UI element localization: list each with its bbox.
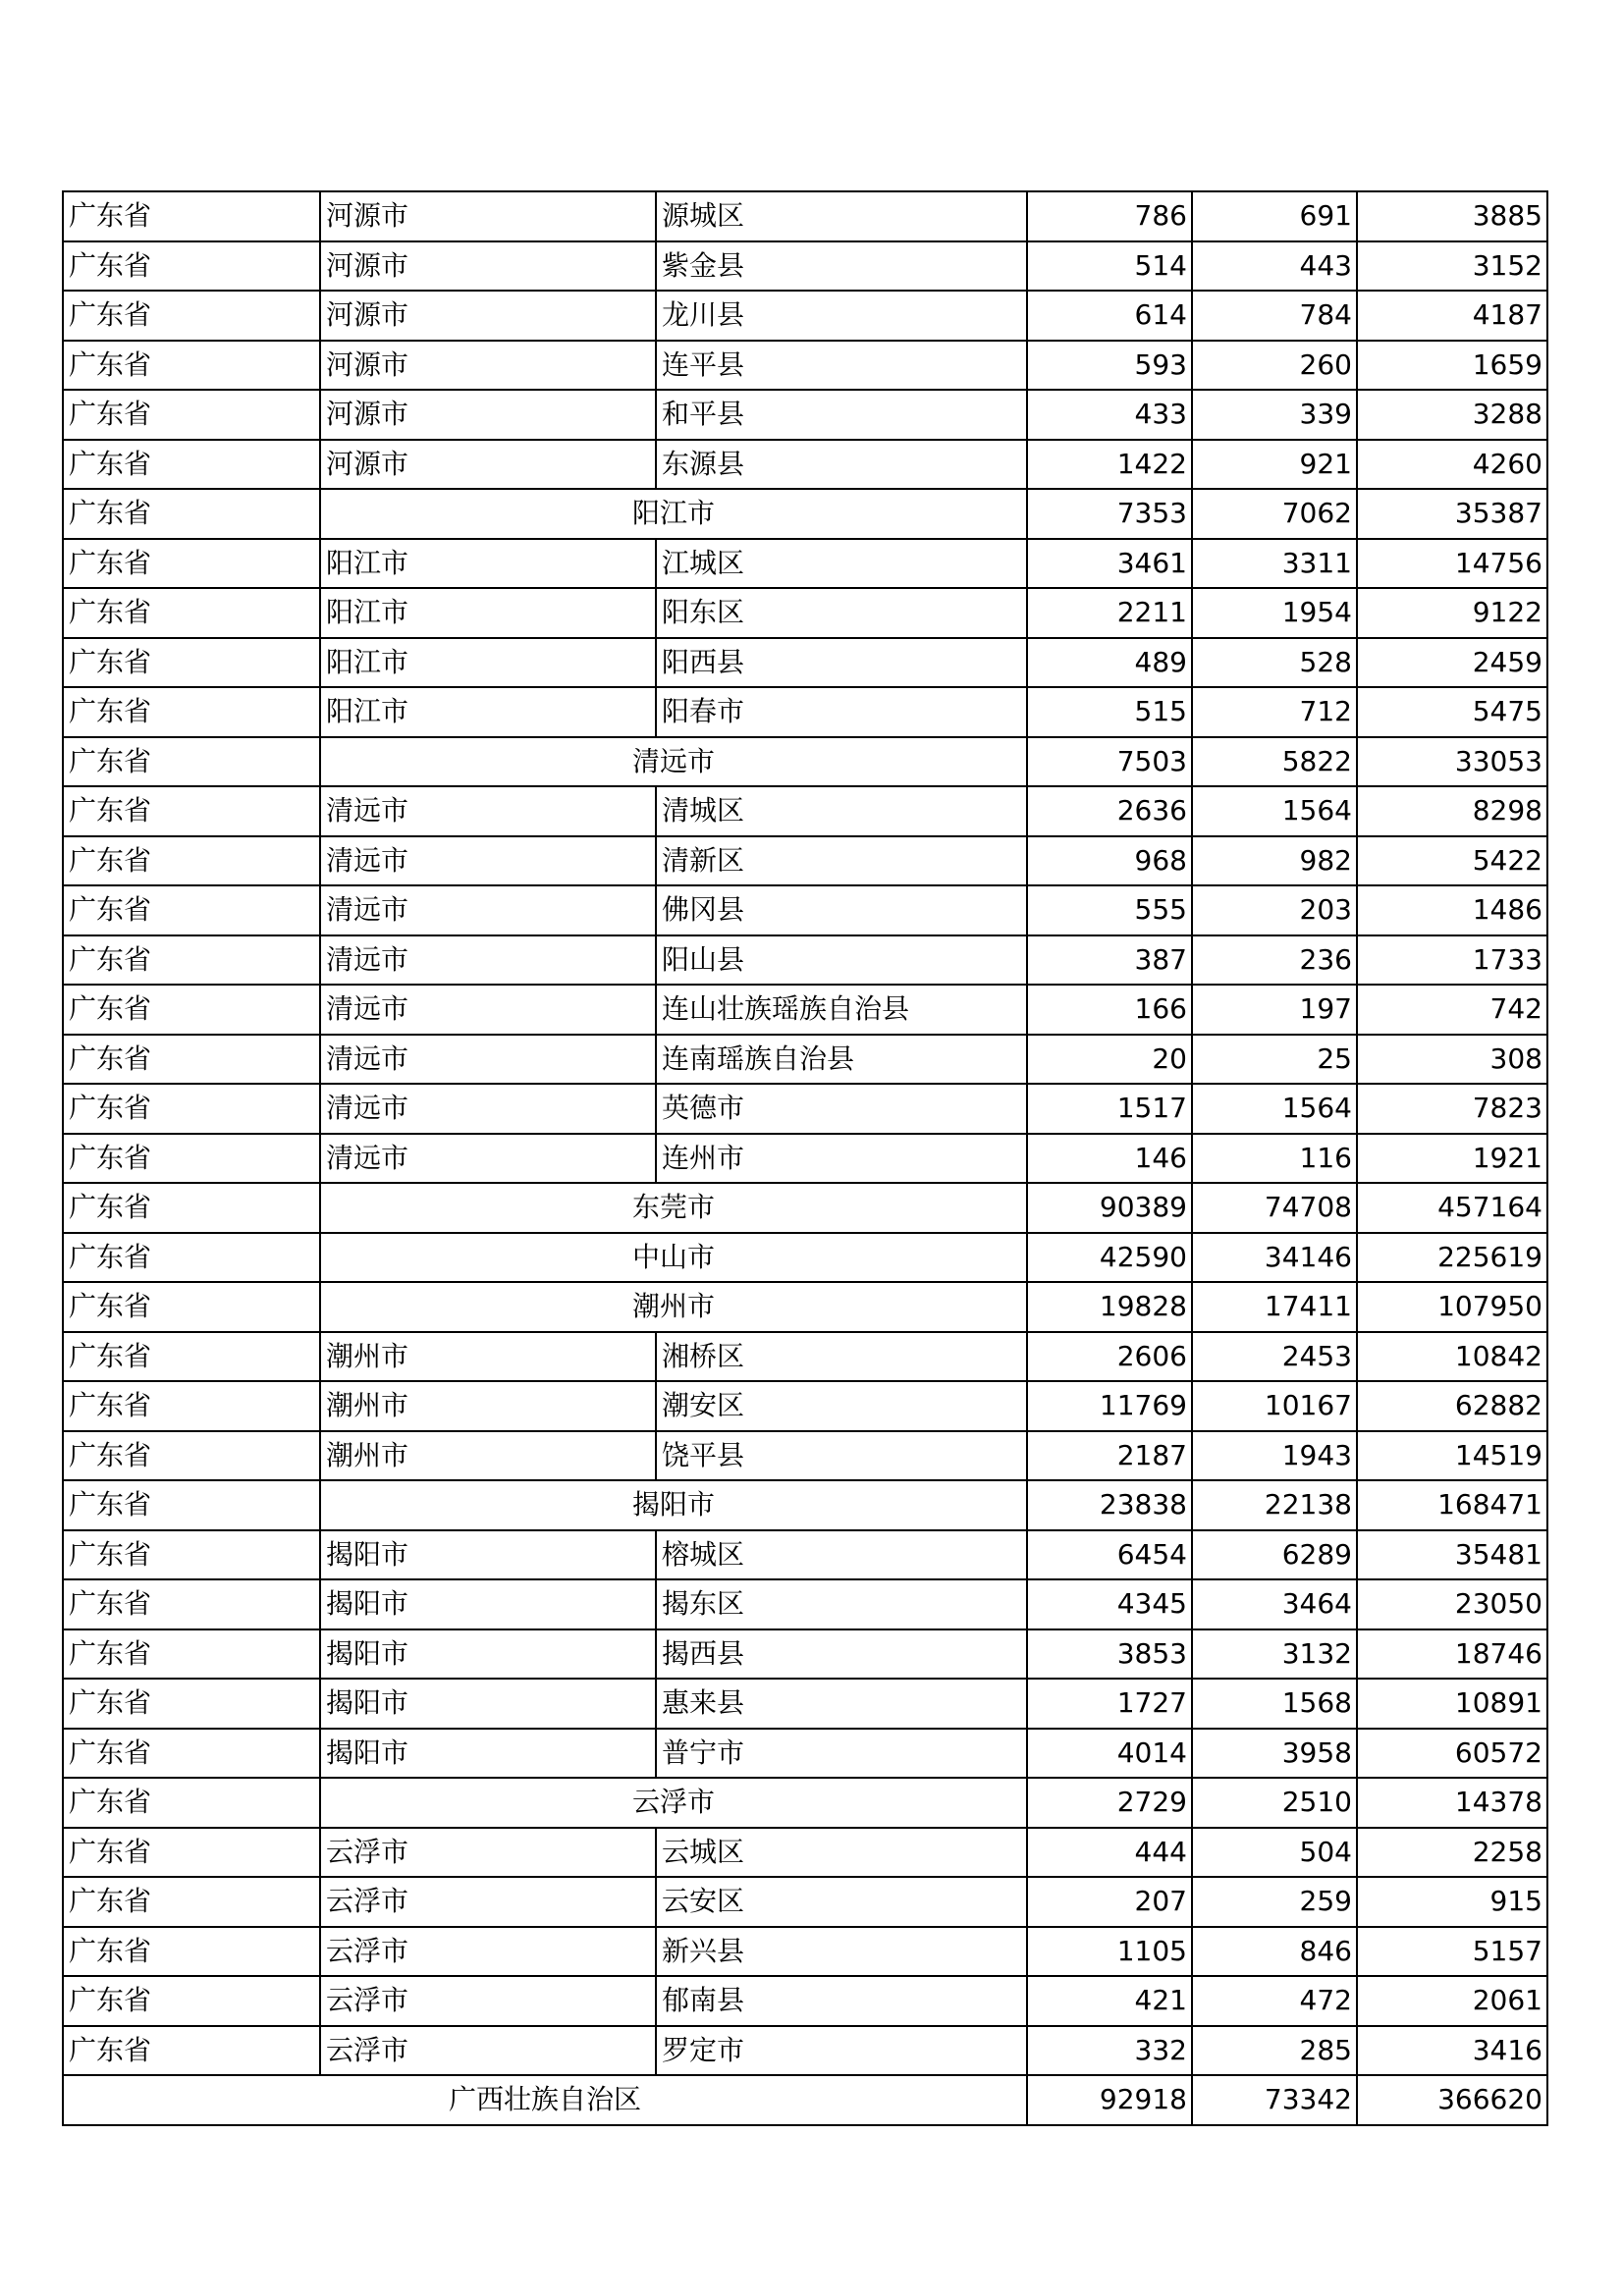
value-cell-3: 4260 (1357, 440, 1547, 490)
value-cell-2: 285 (1192, 2026, 1357, 2076)
city-total-row (63, 737, 1547, 787)
table-row (63, 935, 1547, 986)
value-cell-3: 23050 (1357, 1579, 1547, 1629)
value-cell-1: 146 (1027, 1134, 1192, 1184)
province-cell: 广东省 (63, 241, 320, 292)
value-cell-1: 614 (1027, 291, 1192, 341)
value-cell-3: 14756 (1357, 539, 1547, 589)
value-cell-2: 443 (1192, 241, 1357, 292)
county-cell: 惠来县 (656, 1679, 1027, 1729)
province-cell: 广东省 (63, 1679, 320, 1729)
value-cell-1: 92918 (1027, 2075, 1192, 2125)
value-cell-2: 712 (1192, 687, 1357, 737)
province-cell: 广东省 (63, 1976, 320, 2026)
city-cell: 清远市 (320, 935, 656, 986)
city-cell: 揭阳市 (320, 1629, 656, 1680)
county-cell: 清新区 (656, 836, 1027, 886)
table-row (63, 786, 1547, 836)
table-row (63, 1877, 1547, 1927)
value-cell-3: 18746 (1357, 1629, 1547, 1680)
value-cell-2: 22138 (1192, 1480, 1357, 1530)
province-cell: 广东省 (63, 1084, 320, 1134)
province-cell: 广东省 (63, 786, 320, 836)
value-cell-1: 555 (1027, 885, 1192, 935)
table-row (63, 836, 1547, 886)
value-cell-2: 2453 (1192, 1332, 1357, 1382)
value-cell-3: 366620 (1357, 2075, 1547, 2125)
value-cell-3: 1921 (1357, 1134, 1547, 1184)
value-cell-2: 982 (1192, 836, 1357, 886)
province-cell: 广东省 (63, 1282, 320, 1332)
county-cell: 佛冈县 (656, 885, 1027, 935)
county-cell: 郁南县 (656, 1976, 1027, 2026)
table-row (63, 1035, 1547, 1085)
table-row (63, 1134, 1547, 1184)
value-cell-1: 7503 (1027, 737, 1192, 787)
county-cell: 榕城区 (656, 1530, 1027, 1580)
value-cell-3: 14519 (1357, 1431, 1547, 1481)
value-cell-3: 4187 (1357, 291, 1547, 341)
value-cell-1: 444 (1027, 1828, 1192, 1878)
table-row (63, 291, 1547, 341)
city-cell: 河源市 (320, 241, 656, 292)
value-cell-3: 1486 (1357, 885, 1547, 935)
city-total-row (63, 1778, 1547, 1828)
value-cell-2: 73342 (1192, 2075, 1357, 2125)
city-cell: 河源市 (320, 341, 656, 391)
value-cell-1: 90389 (1027, 1183, 1192, 1233)
city-cell: 河源市 (320, 390, 656, 440)
value-cell-1: 2729 (1027, 1778, 1192, 1828)
county-cell: 阳春市 (656, 687, 1027, 737)
value-cell-1: 514 (1027, 241, 1192, 292)
value-cell-3: 3416 (1357, 2026, 1547, 2076)
value-cell-3: 457164 (1357, 1183, 1547, 1233)
city-cell: 清远市 (320, 1035, 656, 1085)
county-cell: 紫金县 (656, 241, 1027, 292)
value-cell-2: 25 (1192, 1035, 1357, 1085)
county-cell: 湘桥区 (656, 1332, 1027, 1382)
value-cell-3: 7823 (1357, 1084, 1547, 1134)
province-cell: 广东省 (63, 390, 320, 440)
table-row (63, 638, 1547, 688)
city-cell: 清远市 (320, 836, 656, 886)
province-cell: 广东省 (63, 2026, 320, 2076)
county-cell: 龙川县 (656, 291, 1027, 341)
province-cell: 广东省 (63, 638, 320, 688)
value-cell-3: 3152 (1357, 241, 1547, 292)
county-cell: 揭东区 (656, 1579, 1027, 1629)
city-cell: 揭阳市 (320, 1579, 656, 1629)
province-cell: 广东省 (63, 539, 320, 589)
value-cell-1: 2187 (1027, 1431, 1192, 1481)
province-cell: 广东省 (63, 1381, 320, 1431)
table-row (63, 390, 1547, 440)
value-cell-3: 35481 (1357, 1530, 1547, 1580)
table-row (63, 440, 1547, 490)
county-cell: 清城区 (656, 786, 1027, 836)
value-cell-1: 332 (1027, 2026, 1192, 2076)
county-cell: 新兴县 (656, 1927, 1027, 1977)
value-cell-3: 5157 (1357, 1927, 1547, 1977)
county-cell: 阳山县 (656, 935, 1027, 986)
province-cell: 广东省 (63, 1579, 320, 1629)
value-cell-1: 489 (1027, 638, 1192, 688)
value-cell-1: 23838 (1027, 1480, 1192, 1530)
city-cell: 揭阳市 (320, 1729, 656, 1779)
city-total-row (63, 1183, 1547, 1233)
city-cell: 清远市 (320, 985, 656, 1035)
province-cell: 广东省 (63, 935, 320, 986)
value-cell-1: 166 (1027, 985, 1192, 1035)
value-cell-2: 472 (1192, 1976, 1357, 2026)
value-cell-3: 5422 (1357, 836, 1547, 886)
value-cell-3: 308 (1357, 1035, 1547, 1085)
county-cell: 揭西县 (656, 1629, 1027, 1680)
value-cell-3: 8298 (1357, 786, 1547, 836)
value-cell-1: 20 (1027, 1035, 1192, 1085)
value-cell-1: 433 (1027, 390, 1192, 440)
value-cell-2: 116 (1192, 1134, 1357, 1184)
value-cell-3: 10842 (1357, 1332, 1547, 1382)
value-cell-1: 1422 (1027, 440, 1192, 490)
value-cell-2: 17411 (1192, 1282, 1357, 1332)
province-cell: 广东省 (63, 291, 320, 341)
table-row (63, 1927, 1547, 1977)
value-cell-1: 593 (1027, 341, 1192, 391)
city-cell: 清远市 (320, 885, 656, 935)
city-cell: 河源市 (320, 291, 656, 341)
city-cell: 河源市 (320, 191, 656, 241)
value-cell-3: 2459 (1357, 638, 1547, 688)
value-cell-2: 1954 (1192, 588, 1357, 638)
value-cell-2: 691 (1192, 191, 1357, 241)
value-cell-1: 2636 (1027, 786, 1192, 836)
value-cell-2: 260 (1192, 341, 1357, 391)
table-row (63, 687, 1547, 737)
province-cell: 广东省 (63, 687, 320, 737)
value-cell-2: 203 (1192, 885, 1357, 935)
county-cell: 阳东区 (656, 588, 1027, 638)
province-cell: 广东省 (63, 1480, 320, 1530)
county-cell: 云安区 (656, 1877, 1027, 1927)
county-cell: 云城区 (656, 1828, 1027, 1878)
county-cell: 和平县 (656, 390, 1027, 440)
county-cell: 潮安区 (656, 1381, 1027, 1431)
value-cell-1: 3853 (1027, 1629, 1192, 1680)
value-cell-2: 197 (1192, 985, 1357, 1035)
value-cell-1: 2606 (1027, 1332, 1192, 1382)
value-cell-3: 14378 (1357, 1778, 1547, 1828)
province-cell: 广东省 (63, 1530, 320, 1580)
value-cell-1: 1517 (1027, 1084, 1192, 1134)
table-row (63, 241, 1547, 292)
table-row (63, 1679, 1547, 1729)
city-cell: 云浮市 (320, 2026, 656, 2076)
value-cell-3: 60572 (1357, 1729, 1547, 1779)
province-cell: 广东省 (63, 1778, 320, 1828)
city-cell: 阳江市 (320, 588, 656, 638)
value-cell-3: 3885 (1357, 191, 1547, 241)
value-cell-2: 528 (1192, 638, 1357, 688)
city-cell: 揭阳市 (320, 1480, 1027, 1530)
value-cell-2: 1568 (1192, 1679, 1357, 1729)
value-cell-3: 1733 (1357, 935, 1547, 986)
county-cell: 连平县 (656, 341, 1027, 391)
table-row (63, 1084, 1547, 1134)
value-cell-2: 259 (1192, 1877, 1357, 1927)
province-cell: 广东省 (63, 1877, 320, 1927)
value-cell-3: 9122 (1357, 588, 1547, 638)
county-cell: 连南瑶族自治县 (656, 1035, 1027, 1085)
city-cell: 云浮市 (320, 1778, 1027, 1828)
city-cell: 揭阳市 (320, 1530, 656, 1580)
value-cell-2: 34146 (1192, 1233, 1357, 1283)
value-cell-3: 915 (1357, 1877, 1547, 1927)
value-cell-3: 33053 (1357, 737, 1547, 787)
province-cell: 广东省 (63, 1828, 320, 1878)
county-cell: 连山壮族瑶族自治县 (656, 985, 1027, 1035)
table-row (63, 1530, 1547, 1580)
county-cell: 饶平县 (656, 1431, 1027, 1481)
value-cell-1: 1727 (1027, 1679, 1192, 1729)
table-row (63, 2026, 1547, 2076)
value-cell-1: 42590 (1027, 1233, 1192, 1283)
table-row (63, 1629, 1547, 1680)
table-row (63, 1828, 1547, 1878)
county-cell: 连州市 (656, 1134, 1027, 1184)
province-cell: 广西壮族自治区 (63, 2075, 1027, 2125)
value-cell-2: 1943 (1192, 1431, 1357, 1481)
city-cell: 中山市 (320, 1233, 1027, 1283)
city-cell: 揭阳市 (320, 1679, 656, 1729)
value-cell-3: 62882 (1357, 1381, 1547, 1431)
value-cell-2: 3958 (1192, 1729, 1357, 1779)
value-cell-2: 3311 (1192, 539, 1357, 589)
value-cell-2: 2510 (1192, 1778, 1357, 1828)
city-total-row (63, 1480, 1547, 1530)
province-cell: 广东省 (63, 1332, 320, 1382)
table-row (63, 1729, 1547, 1779)
province-cell: 广东省 (63, 1134, 320, 1184)
province-cell: 广东省 (63, 1431, 320, 1481)
value-cell-3: 107950 (1357, 1282, 1547, 1332)
value-cell-1: 4345 (1027, 1579, 1192, 1629)
city-cell: 阳江市 (320, 539, 656, 589)
province-cell: 广东省 (63, 737, 320, 787)
table-row (63, 1976, 1547, 2026)
province-cell: 广东省 (63, 191, 320, 241)
value-cell-3: 742 (1357, 985, 1547, 1035)
city-cell: 云浮市 (320, 1877, 656, 1927)
table-row (63, 191, 1547, 241)
value-cell-2: 3132 (1192, 1629, 1357, 1680)
value-cell-1: 786 (1027, 191, 1192, 241)
value-cell-1: 3461 (1027, 539, 1192, 589)
city-cell: 潮州市 (320, 1431, 656, 1481)
city-cell: 阳江市 (320, 638, 656, 688)
table-row (63, 885, 1547, 935)
province-cell: 广东省 (63, 440, 320, 490)
city-cell: 云浮市 (320, 1976, 656, 2026)
table-row (63, 1431, 1547, 1481)
province-cell: 广东省 (63, 489, 320, 539)
value-cell-3: 3288 (1357, 390, 1547, 440)
value-cell-2: 921 (1192, 440, 1357, 490)
table-body (63, 191, 1547, 2125)
city-cell: 云浮市 (320, 1927, 656, 1977)
value-cell-3: 2061 (1357, 1976, 1547, 2026)
value-cell-3: 2258 (1357, 1828, 1547, 1878)
province-cell: 广东省 (63, 1927, 320, 1977)
value-cell-2: 10167 (1192, 1381, 1357, 1431)
value-cell-2: 784 (1192, 291, 1357, 341)
province-cell: 广东省 (63, 1729, 320, 1779)
county-cell: 阳西县 (656, 638, 1027, 688)
province-cell: 广东省 (63, 885, 320, 935)
statistics-table (62, 190, 1548, 2126)
province-cell: 广东省 (63, 341, 320, 391)
county-cell: 普宁市 (656, 1729, 1027, 1779)
value-cell-1: 7353 (1027, 489, 1192, 539)
county-cell: 罗定市 (656, 2026, 1027, 2076)
value-cell-1: 11769 (1027, 1381, 1192, 1431)
table-row (63, 985, 1547, 1035)
value-cell-1: 387 (1027, 935, 1192, 986)
value-cell-2: 6289 (1192, 1530, 1357, 1580)
value-cell-2: 504 (1192, 1828, 1357, 1878)
city-cell: 潮州市 (320, 1282, 1027, 1332)
value-cell-2: 74708 (1192, 1183, 1357, 1233)
value-cell-2: 339 (1192, 390, 1357, 440)
value-cell-1: 4014 (1027, 1729, 1192, 1779)
table-row (63, 588, 1547, 638)
table-row (63, 1381, 1547, 1431)
value-cell-2: 3464 (1192, 1579, 1357, 1629)
value-cell-2: 1564 (1192, 786, 1357, 836)
value-cell-1: 1105 (1027, 1927, 1192, 1977)
value-cell-1: 968 (1027, 836, 1192, 886)
value-cell-1: 2211 (1027, 588, 1192, 638)
city-total-row (63, 489, 1547, 539)
value-cell-3: 35387 (1357, 489, 1547, 539)
city-cell: 清远市 (320, 737, 1027, 787)
province-cell: 广东省 (63, 1183, 320, 1233)
value-cell-3: 1659 (1357, 341, 1547, 391)
value-cell-1: 515 (1027, 687, 1192, 737)
city-total-row (63, 1282, 1547, 1332)
city-cell: 潮州市 (320, 1381, 656, 1431)
value-cell-2: 1564 (1192, 1084, 1357, 1134)
city-cell: 阳江市 (320, 687, 656, 737)
city-cell: 清远市 (320, 1084, 656, 1134)
table-row (63, 1579, 1547, 1629)
value-cell-1: 207 (1027, 1877, 1192, 1927)
value-cell-3: 5475 (1357, 687, 1547, 737)
value-cell-3: 10891 (1357, 1679, 1547, 1729)
value-cell-2: 5822 (1192, 737, 1357, 787)
city-cell: 潮州市 (320, 1332, 656, 1382)
city-total-row (63, 1233, 1547, 1283)
province-total-row (63, 2075, 1547, 2125)
value-cell-1: 421 (1027, 1976, 1192, 2026)
table-row (63, 1332, 1547, 1382)
county-cell: 江城区 (656, 539, 1027, 589)
province-cell: 广东省 (63, 985, 320, 1035)
value-cell-2: 236 (1192, 935, 1357, 986)
value-cell-1: 6454 (1027, 1530, 1192, 1580)
city-cell: 云浮市 (320, 1828, 656, 1878)
county-cell: 源城区 (656, 191, 1027, 241)
city-cell: 河源市 (320, 440, 656, 490)
city-cell: 清远市 (320, 1134, 656, 1184)
county-cell: 东源县 (656, 440, 1027, 490)
county-cell: 英德市 (656, 1084, 1027, 1134)
city-cell: 清远市 (320, 786, 656, 836)
value-cell-3: 225619 (1357, 1233, 1547, 1283)
province-cell: 广东省 (63, 588, 320, 638)
table-row (63, 539, 1547, 589)
value-cell-2: 7062 (1192, 489, 1357, 539)
table-row (63, 341, 1547, 391)
province-cell: 广东省 (63, 1629, 320, 1680)
city-cell: 阳江市 (320, 489, 1027, 539)
value-cell-2: 846 (1192, 1927, 1357, 1977)
value-cell-3: 168471 (1357, 1480, 1547, 1530)
province-cell: 广东省 (63, 1035, 320, 1085)
province-cell: 广东省 (63, 1233, 320, 1283)
province-cell: 广东省 (63, 836, 320, 886)
city-cell: 东莞市 (320, 1183, 1027, 1233)
value-cell-1: 19828 (1027, 1282, 1192, 1332)
